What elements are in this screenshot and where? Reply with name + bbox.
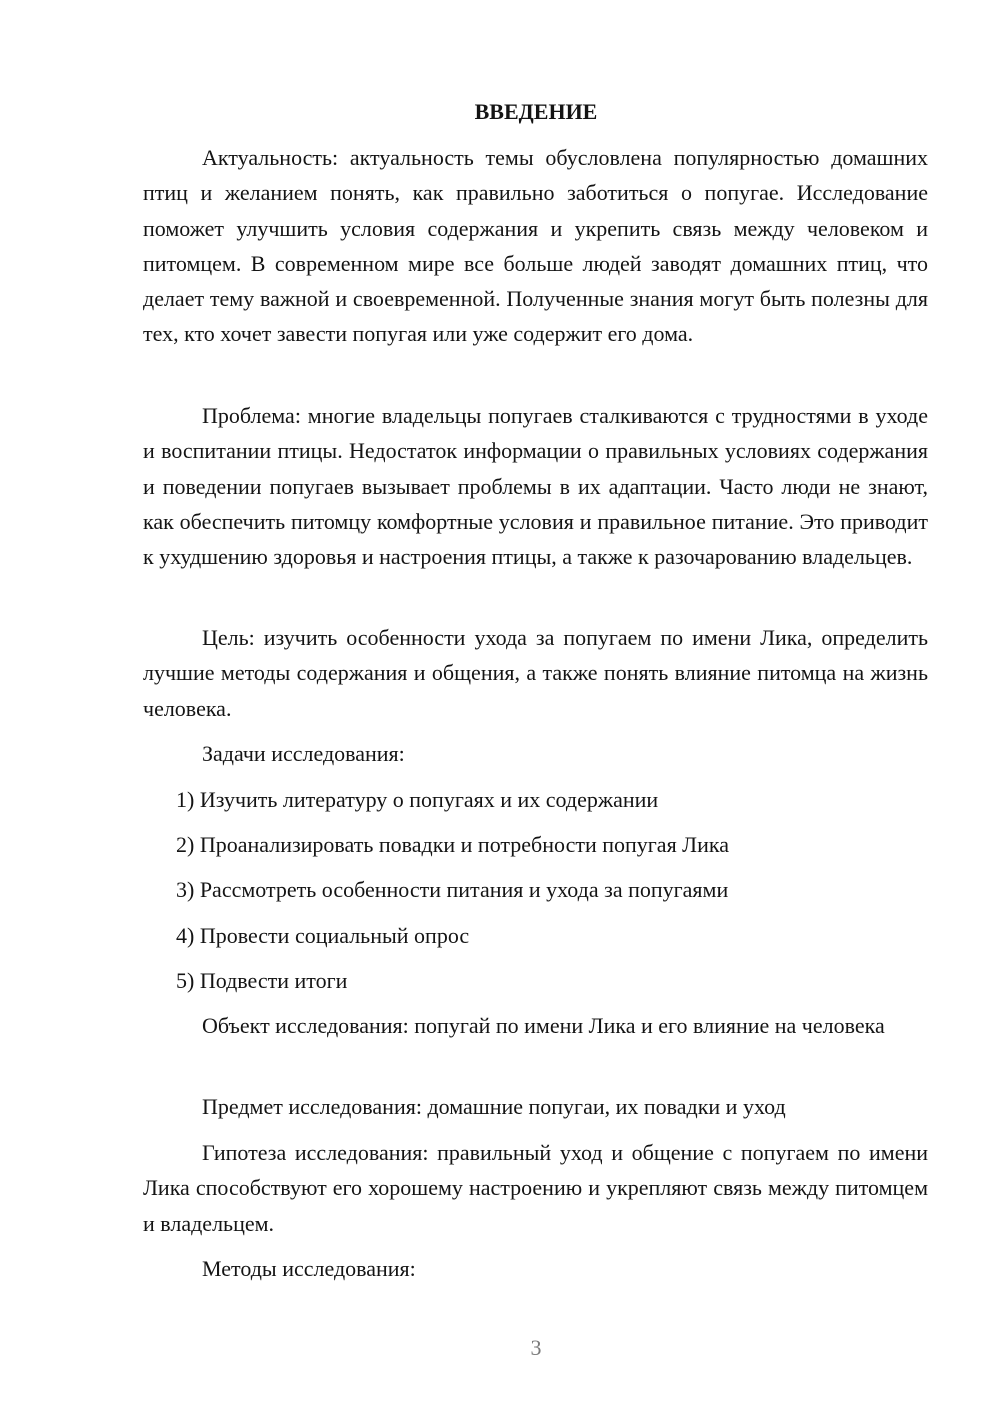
object-paragraph: Объект исследования: попугай по имени Лика и его влияние на человека bbox=[202, 1013, 885, 1038]
task-item-3: 3) Рассмотреть особенности питания и ухода за попугаями bbox=[176, 877, 729, 902]
task-item-1: 1) Изучить литературу о попугаях и их содержании bbox=[176, 787, 659, 812]
tasks-heading: Задачи исследования: bbox=[202, 741, 405, 766]
hypothesis-paragraph: Гипотеза исследования: правильный уход и общение с попугаем по имени Лика способствуют его хорошему настроению и укрепляют связь между питомцем и владельцем. bbox=[143, 1140, 928, 1236]
subject-paragraph: Предмет исследования: домашние попугаи, их повадки и уход bbox=[202, 1094, 786, 1119]
task-item-2: 2) Проанализировать повадки и потребности попугая Лика bbox=[176, 832, 729, 857]
task-item-4: 4) Провести социальный опрос bbox=[176, 923, 470, 948]
section-heading: ВВЕДЕНИЕ bbox=[474, 99, 598, 124]
goal-paragraph: Цель: изучить особенности ухода за попугаем по имени Лика, определить лучшие методы содержания и общения, а также понять влияние питомца на жизнь человека. bbox=[143, 625, 928, 721]
task-item-5: 5) Подвести итоги bbox=[176, 968, 348, 993]
methods-heading: Методы исследования: bbox=[202, 1256, 416, 1281]
page-number: 3 bbox=[530, 1335, 542, 1360]
relevance-paragraph: Актуальность: актуальность темы обусловлена популярностью домашних птиц и желанием понять, как правильно заботиться о попугае. Исследование поможет улучшить условия содержания и укрепить связь между человеком и питомцем. В современном мире все больше людей заводят домашних птиц, что делает тему важной и своевременной. Полученные знания могут быть полезны для тех, кто хочет завести попугая или уже содержит его дома. bbox=[143, 145, 928, 347]
problem-paragraph: Проблема: многие владельцы попугаев сталкиваются с трудностями в уходе и воспитании птицы. Недостаток информации о правильных условиях содержания и поведении попугаев вызывает проблемы в их адаптации. Часто люди не знают, как обеспечить питомцу комфортные условия и правильное питание. Это приводит к ухудшению здоровья и настроения птицы, а также к разочарованию владельцев. bbox=[143, 403, 928, 570]
